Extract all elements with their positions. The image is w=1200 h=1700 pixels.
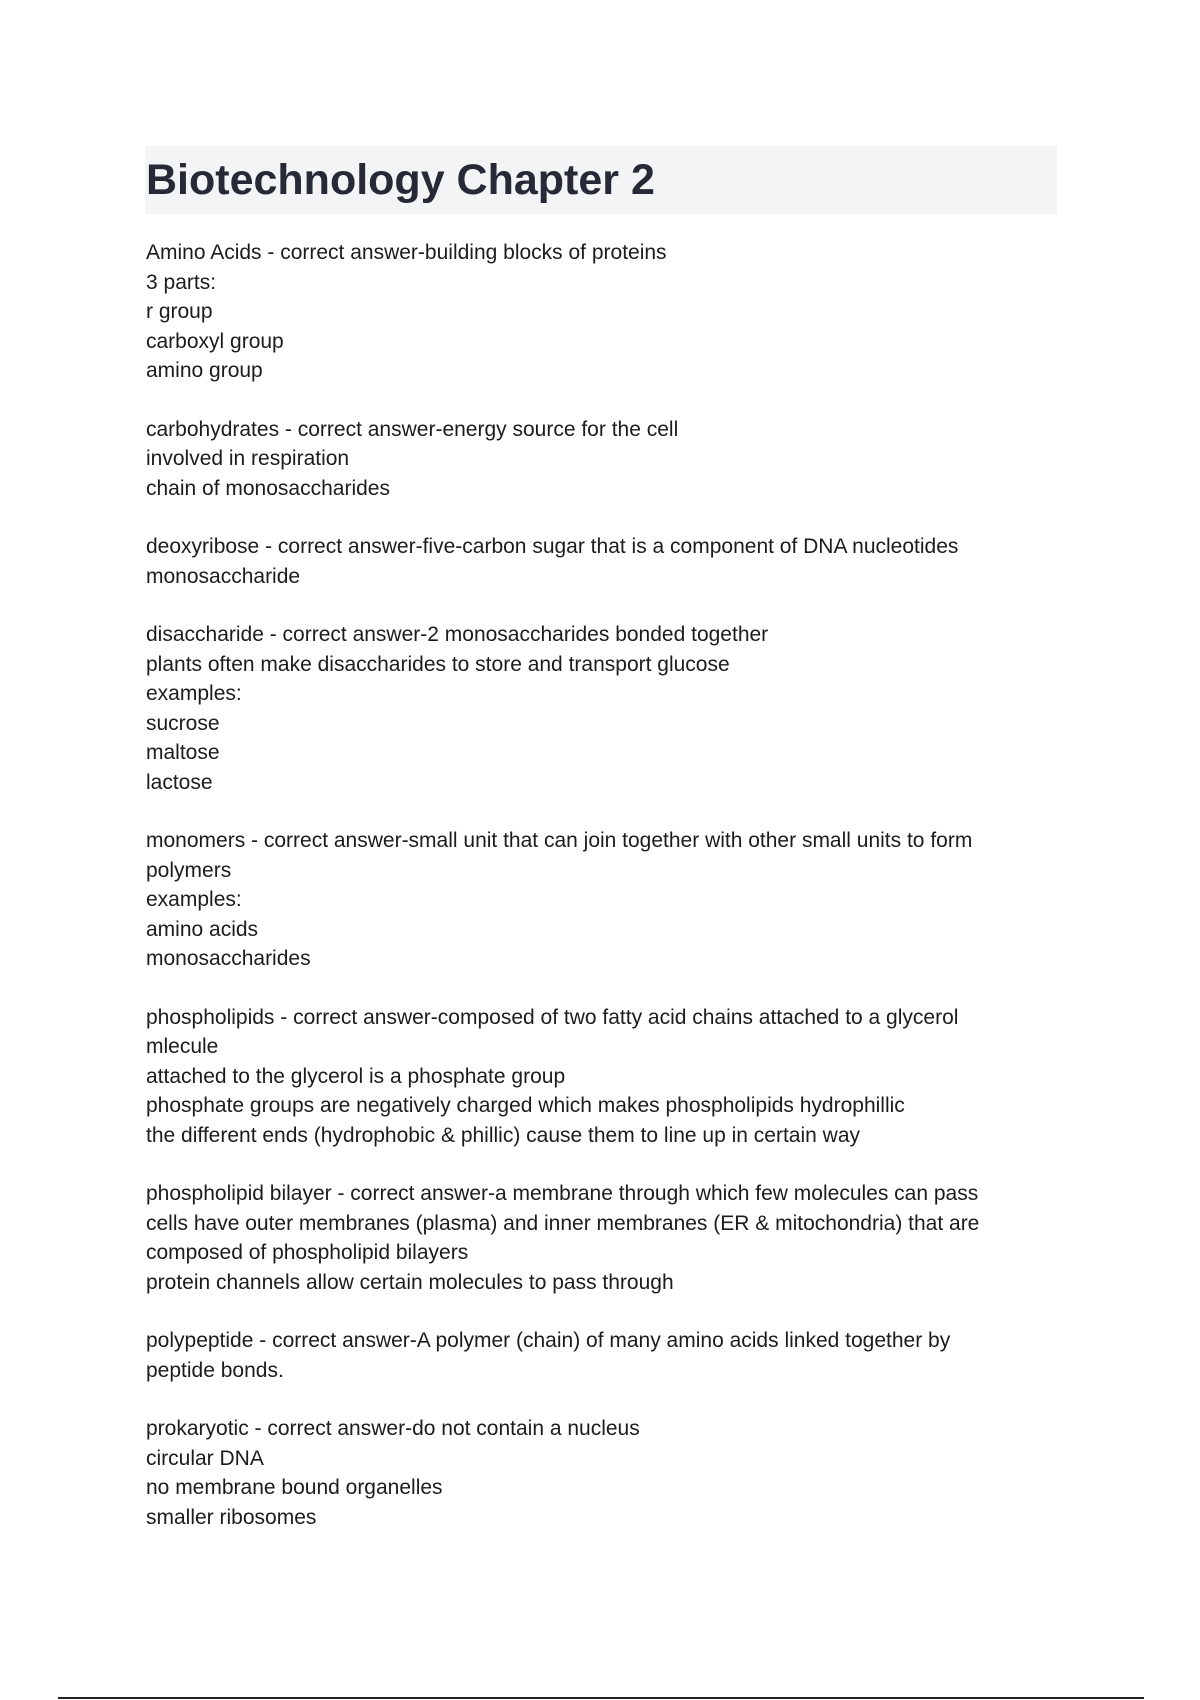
detail-line: lactose [146,770,213,794]
term-definition-line: prokaryotic - correct answer-do not contain a nucleus [146,1417,640,1440]
detail-line: examples: [146,682,242,705]
term-definition-line: phospholipid bilayer - correct answer-a membrane through which few molecules can pass [146,1182,979,1205]
detail-line: cells have outer membranes (plasma) and inner membranes (ER & mitochondria) that are [146,1211,980,1235]
flashcard-entry [146,1179,1046,1297]
term-definition-line: monomers - correct answer-small unit that can join together with other small units to form [146,829,973,852]
detail-line: examples: [146,888,242,911]
detail-line: chain of monosaccharides [146,476,390,500]
term-definition-line: polypeptide - correct answer-A polymer (chain) of many amino acids linked together by [146,1329,951,1352]
term-definition-line: deoxyribose - correct answer-five-carbon sugar that is a component of DNA nucleotides [146,535,959,558]
flashcard-entry [146,826,1046,974]
detail-line: polymers [146,858,232,882]
detail-line: involved in respiration [146,447,350,470]
flashcard-entry [146,620,1046,797]
detail-line: peptide bonds. [146,1358,284,1382]
term-definition-line: Amino Acids - correct answer-building blocks of proteins [146,241,667,264]
flashcard-entry [146,415,1046,504]
flashcard-entry [146,1003,1046,1151]
detail-line: r group [146,300,213,323]
detail-line: the different ends (hydrophobic & phillic) cause them to line up in certain way [146,1123,861,1147]
detail-line: monosaccharide [146,564,301,588]
detail-line: carboxyl group [146,329,284,353]
detail-line: mlecule [146,1035,219,1058]
detail-line: attached to the glycerol is a phosphate group [146,1064,566,1088]
term-definition-line: phospholipids - correct answer-composed of two fatty acid chains attached to a glycerol [146,1005,959,1029]
flashcard-entry [146,532,1046,591]
detail-line: plants often make disaccharides to store and transport glucose [146,652,730,676]
term-definition-line: carbohydrates - correct answer-energy source for the cell [146,417,679,441]
detail-line: no membrane bound organelles [146,1476,443,1499]
detail-line: circular DNA [146,1446,264,1470]
detail-line: phosphate groups are negatively charged which makes phospholipids hydrophillic [146,1094,905,1117]
flashcard-entry [146,1326,1046,1385]
detail-line: amino group [146,359,263,382]
detail-line: sucrose [146,711,220,735]
detail-line: protein channels allow certain molecules to pass through [146,1270,674,1294]
detail-line: smaller ribosomes [146,1505,317,1529]
detail-line: composed of phospholipid bilayers [146,1241,469,1264]
detail-line: 3 parts: [146,270,217,294]
flashcard-list [146,238,1046,1561]
flashcard-entry [146,1414,1046,1532]
detail-line: monosaccharides [146,947,311,970]
page-title: Biotechnology Chapter 2 [146,156,655,204]
footer-divider [58,1697,1144,1699]
detail-line: amino acids [146,917,259,941]
term-definition-line: disaccharide - correct answer-2 monosaccharides bonded together [146,623,769,646]
flashcard-entry [146,238,1046,386]
detail-line: maltose [146,741,220,764]
